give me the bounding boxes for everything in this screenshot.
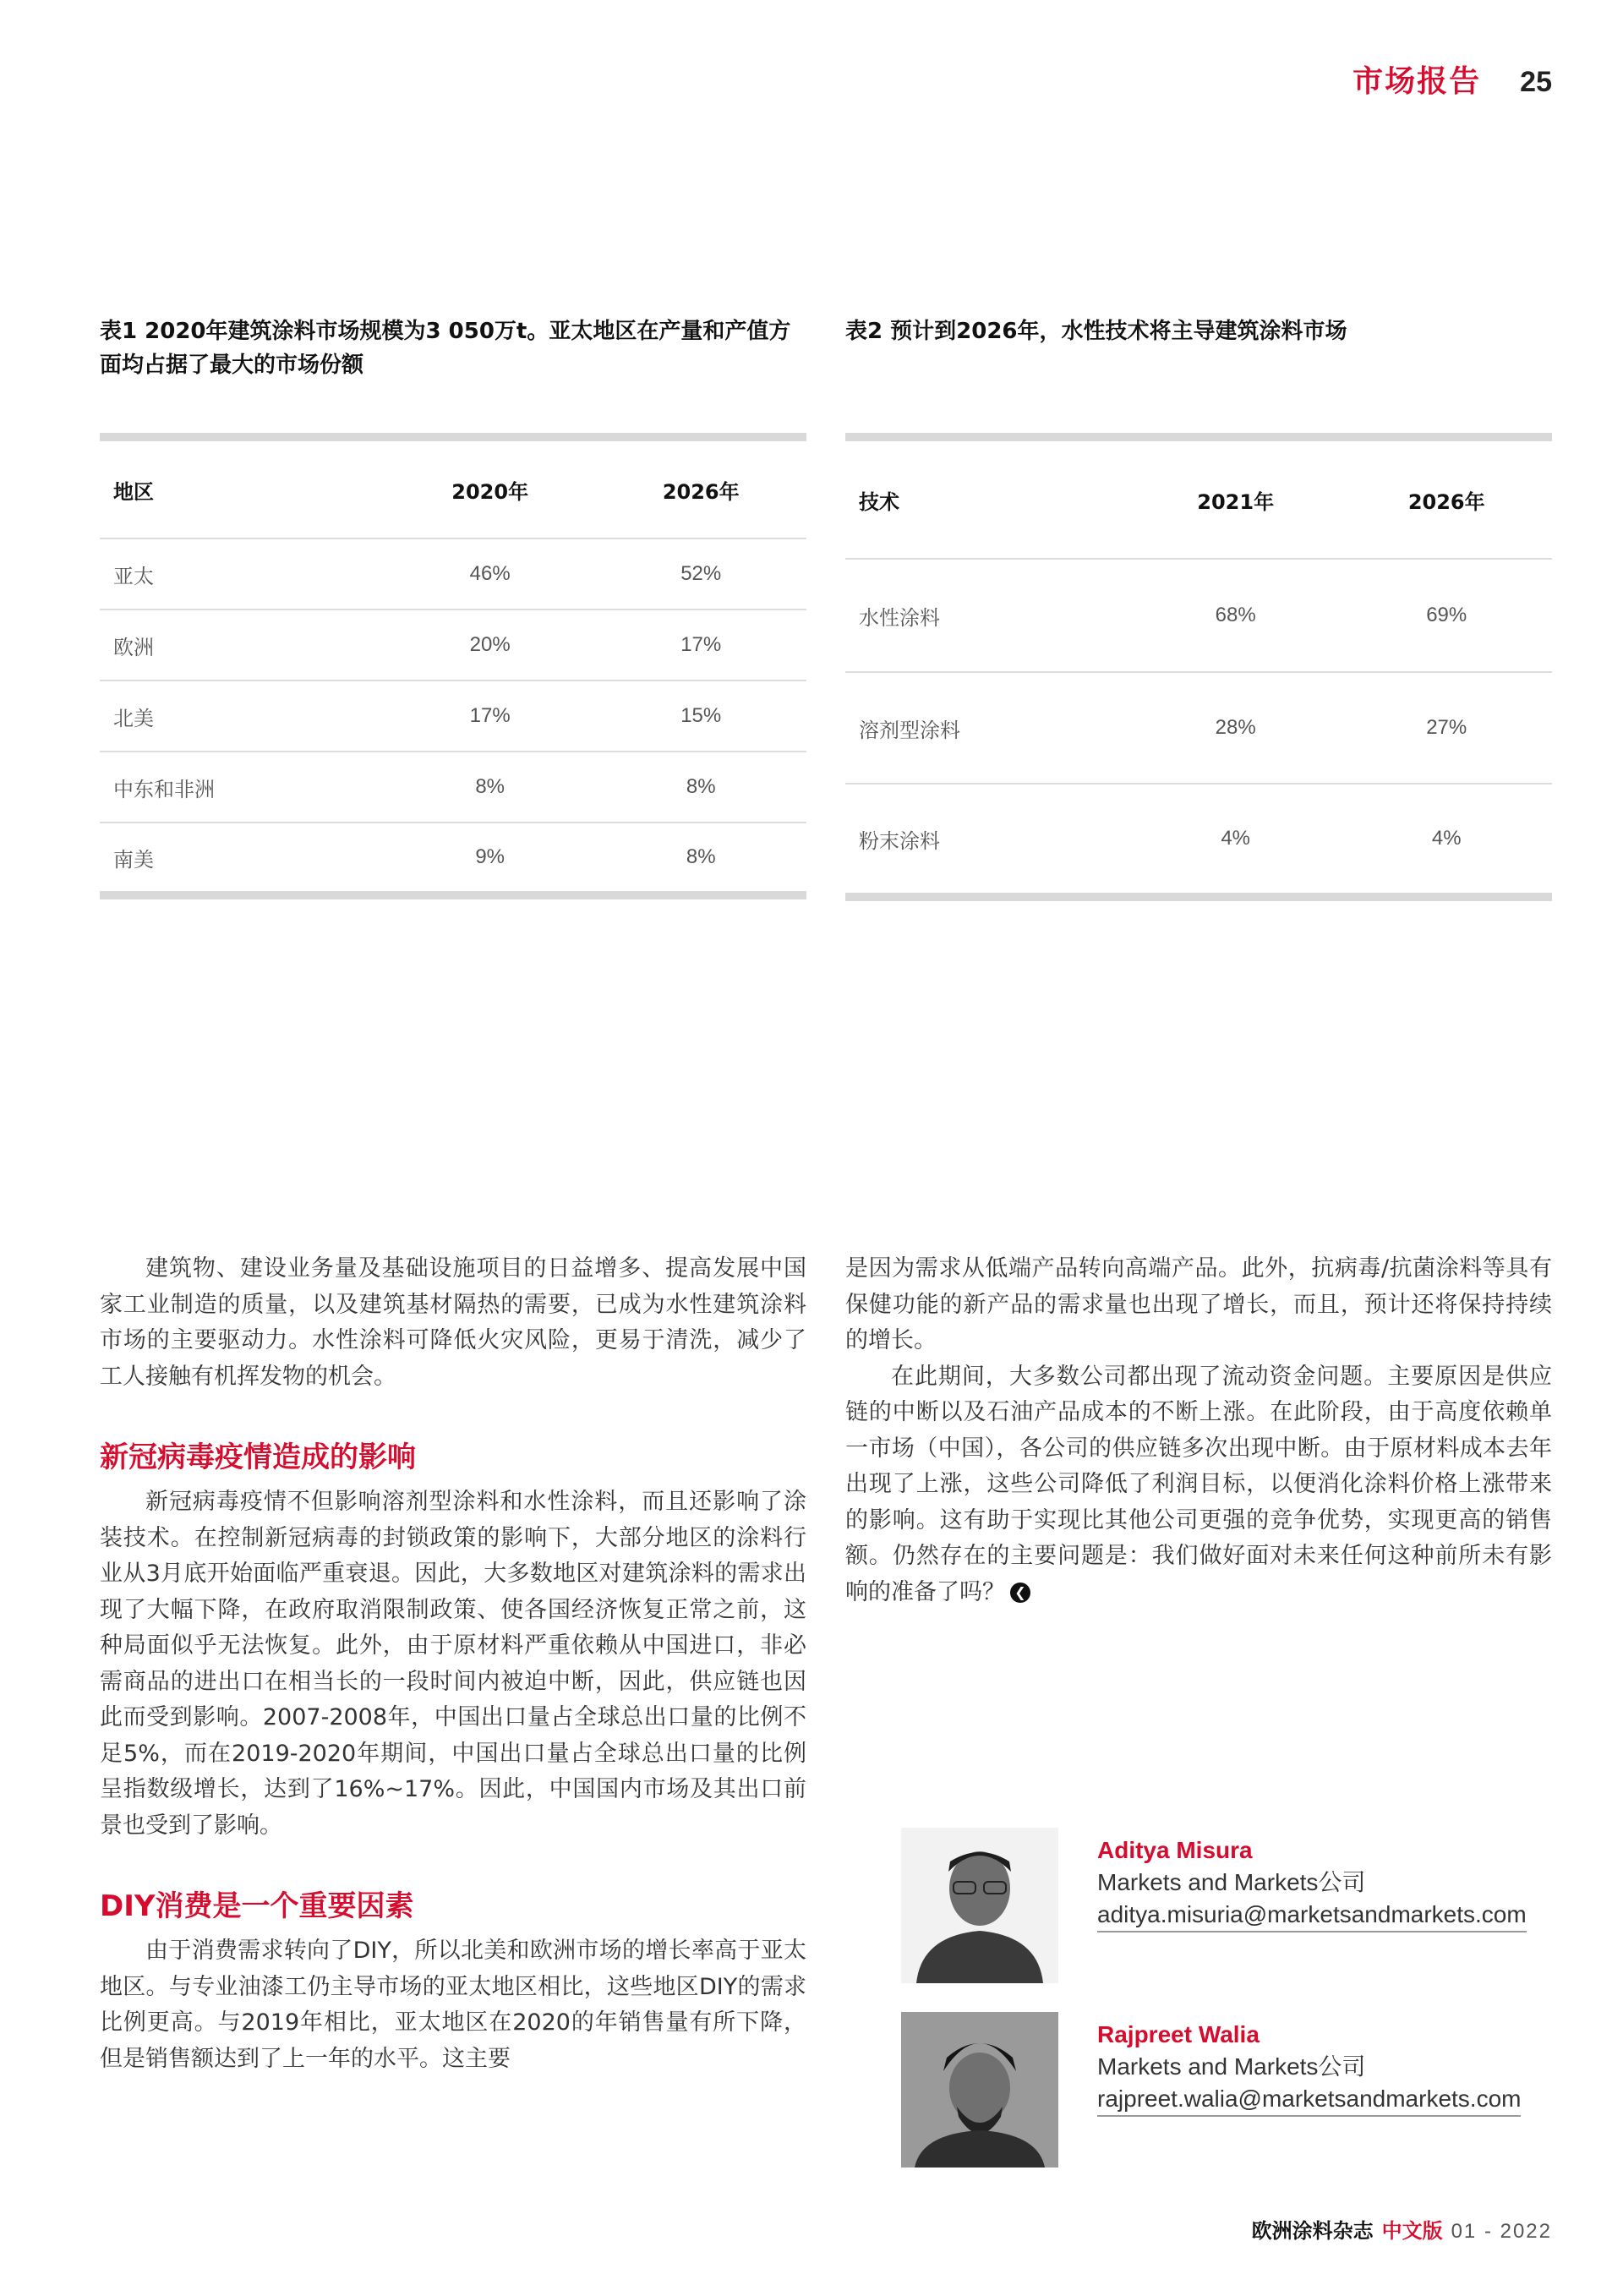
table-cell-value: 4% [1431, 827, 1462, 850]
table-cell-technology: 水性涂料 [859, 605, 940, 630]
issue-number: 01 - 2022 [1451, 2220, 1552, 2243]
author-card [901, 1828, 1527, 1983]
table-cell-value: 46% [469, 562, 511, 585]
table-cell-value: 9% [475, 845, 505, 868]
author-company: Markets and Markets公司 [1097, 1869, 1366, 1895]
table-1 [100, 314, 806, 899]
table-cell-value: 69% [1426, 604, 1467, 626]
table-2-header-row [845, 441, 1552, 558]
table-row [100, 538, 806, 609]
author-card [901, 2012, 1521, 2168]
table-row [845, 783, 1552, 893]
table-cell-value: 8% [686, 845, 716, 868]
author-company: Markets and Markets公司 [1097, 2053, 1366, 2080]
table-cell-value: 17% [469, 704, 511, 727]
table-cell-region: 中东和非洲 [113, 777, 215, 801]
body-paragraph [845, 1359, 1552, 1611]
author-name: Aditya Misura [1097, 1837, 1253, 1863]
table-2-top-rule [845, 433, 1552, 441]
table-1-header-cell: 地区 [113, 479, 154, 504]
table-cell-value: 27% [1426, 716, 1467, 739]
table-row [100, 680, 806, 751]
table-cell-technology: 粉末涂料 [859, 828, 940, 853]
right-column [845, 1251, 1552, 1610]
author-name: Rajpreet Walia [1097, 2021, 1260, 2047]
table-1-header-cell: 2026年 [662, 479, 740, 504]
author-email-link[interactable]: rajpreet.walia@marketsandmarkets.com [1097, 2083, 1521, 2117]
table-cell-region: 欧洲 [113, 635, 154, 659]
table-cell-value: 17% [680, 633, 722, 656]
page-number: 25 [1520, 66, 1552, 98]
table-2-header-cell: 技术 [859, 489, 899, 514]
table-2-caption: 表2 预计到2026年，水性技术将主导建筑涂料市场 [845, 319, 1347, 344]
author-photo [901, 1828, 1058, 1983]
table-1-header-cell: 2020年 [451, 479, 529, 504]
left-column [100, 1251, 806, 2077]
table-cell-value: 8% [686, 775, 716, 798]
section-heading-covid: 新冠病毒疫情造成的影响 [100, 1440, 416, 1474]
author-email-link[interactable]: aditya.misuria@marketsandmarkets.com [1097, 1899, 1527, 1932]
table-cell-value: 20% [469, 633, 511, 656]
table-1-top-rule [100, 433, 806, 441]
table-row [100, 751, 806, 822]
author-info [1097, 1828, 1527, 1983]
table-row [845, 558, 1552, 671]
section-heading-diy: DIY消费是一个重要因素 [100, 1889, 414, 1923]
author-portrait-icon [901, 2012, 1058, 2168]
body-paragraph: 由于消费需求转向了DIY，所以北美和欧洲市场的增长率高于亚太地区。与专业油漆工仍主导市场的亚太地区相比，这些地区DIY的需求比例更高。与2019年相比，亚太地区在2020的年销售量有所下降，但是销售额达到了上一年的水平。这主要 [100, 1938, 806, 2072]
body-paragraph: 新冠病毒疫情不但影响溶剂型涂料和水性涂料，而且还影响了涂装技术。在控制新冠病毒的封锁政策的影响下，大部分地区的涂料行业从3月底开始面临严重衰退。因此，大多数地区对建筑涂料的需求出现了大幅下降，在政府取消限制政策、使各国经济恢复正常之前，这种局面似乎无法恢复。此外，由于原材料严重依赖从中国进口，非必需商品的进出口在相当长的一段时间内被迫中断，因此，供应链也因此而受到影响。2007-2008年，中国出口量占全球总出口量的比例不足5%，而在2019-2020年期间，中国出口量占全球总出口量的比例呈指数级增长，达到了16%~17%。因此，中国国内市场及其出口前景也受到了影响。 [100, 1489, 806, 1839]
table-cell-value: 15% [680, 704, 722, 727]
magazine-name: 欧洲涂料杂志 [1251, 2219, 1374, 2243]
table-2-header-cell: 2026年 [1407, 489, 1485, 514]
table-2-header-cell: 2021年 [1197, 489, 1275, 514]
table-cell-value: 8% [475, 775, 505, 798]
table-2-bottom-rule [845, 893, 1552, 901]
table-cell-value: 68% [1215, 604, 1256, 626]
table-1-caption: 表1 2020年建筑涂料市场规模为3 050万t。亚太地区在产量和产值方面均占据了最大的市场份额 [100, 319, 791, 378]
author-photo [901, 2012, 1058, 2168]
table-cell-value: 52% [680, 562, 722, 585]
table-1-bottom-rule [100, 891, 806, 899]
page-header [1352, 57, 1552, 101]
author-portrait-icon [901, 1828, 1058, 1983]
body-paragraph: 建筑物、建设业务量及基础设施项目的日益增多、提高发展中国家工业制造的质量，以及建筑基材隔热的需要，已成为水性建筑涂料市场的主要驱动力。水性涂料可降低火灾风险，更易于清洗，减少了工人接触有机挥发物的机会。 [100, 1255, 806, 1390]
table-cell-region: 亚太 [113, 564, 154, 588]
body-paragraph: 是因为需求从低端产品转向高端产品。此外，抗病毒/抗菌涂料等具有保健功能的新产品的需求量也出现了增长，而且，预计还将保持持续的增长。 [845, 1255, 1552, 1353]
section-title: 市场报告 [1352, 64, 1482, 99]
table-cell-region: 南美 [113, 847, 154, 872]
end-of-article-icon: ❮ [1010, 1583, 1030, 1603]
table-row [100, 609, 806, 680]
table-row [845, 671, 1552, 783]
page-footer [1252, 2214, 1552, 2244]
body-paragraph-text: 在此期间，大多数公司都出现了流动资金问题。主要原因是供应链的中断以及石油产品成本的不断上涨。在此阶段，由于高度依赖单一市场（中国），各公司的供应链多次出现中断。由于原材料成本去年出现了上涨，这些公司降低了利润目标，以便消化涂料价格上涨带来的影响。这有助于实现比其他公司更强的竞争优势，实现更高的销售额。仍然存在的主要问题是：我们做好面对未来任何这种前所未有影响的准备了吗？ [845, 1363, 1552, 1605]
table-2 [845, 314, 1552, 901]
author-info [1097, 2012, 1521, 2168]
table-cell-region: 北美 [113, 706, 154, 730]
table-cell-technology: 溶剂型涂料 [859, 718, 960, 742]
table-row [100, 822, 806, 891]
table-cell-value: 4% [1221, 827, 1250, 850]
edition-label: 中文版 [1381, 2219, 1443, 2243]
table-1-header-row [100, 441, 806, 538]
table-cell-value: 28% [1215, 716, 1256, 739]
